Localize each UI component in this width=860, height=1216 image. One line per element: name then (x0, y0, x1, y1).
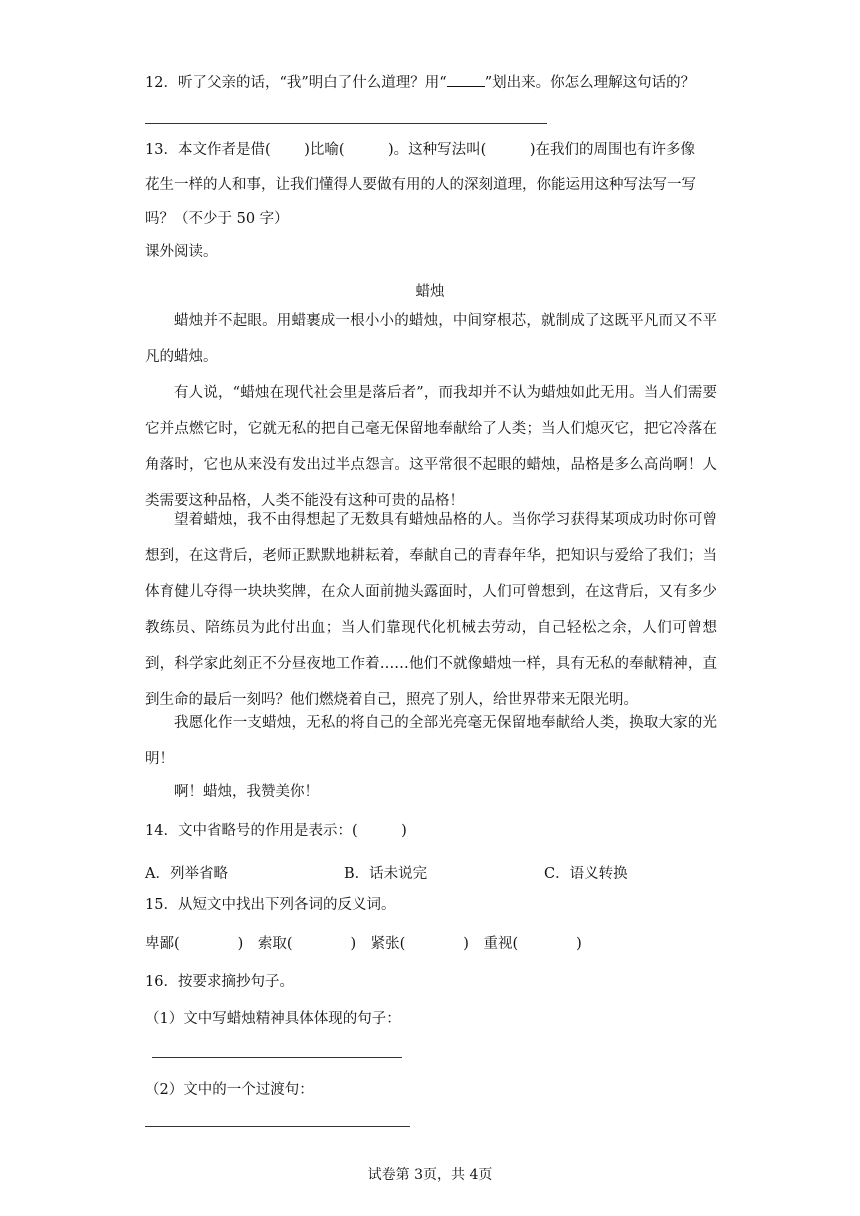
q14-option-b[interactable]: B．话未说完 (344, 866, 428, 882)
q16-sub1-answer-line[interactable] (152, 1057, 402, 1058)
question-16-sub1: （1）文中写蜡烛精神具体体现的句子： (145, 1011, 401, 1027)
article-paragraph-5: 啊！蜡烛，我赞美你！ (174, 784, 319, 800)
question-13-line2: 花生一样的人和事，让我们懂得人要做有用的人的深刻道理，你能运用这种写法写一写 (145, 177, 696, 193)
article-title: 蜡烛 (415, 284, 445, 300)
q12-underline-blank (447, 86, 485, 87)
article-paragraph-4: 我愿化作一支蜡烛，无私的将自己的全部光亮毫无保留地奉献给人类，换取大家的光明！ (145, 715, 717, 767)
question-12 (145, 76, 695, 91)
question-16-stem: 16．按要求摘抄句子。 (145, 974, 294, 990)
question-16-sub2: （2）文中的一个过渡句： (145, 1082, 314, 1098)
q16-sub2-answer-line[interactable] (145, 1126, 410, 1127)
article-paragraph-3: 望着蜡烛，我不由得想起了无数具有蜡烛品格的人。当你学习获得某项成功时你可曾想到，在这背后，老师正默默地耕耘着，奉献自己的青春年华，把知识与爱给了我们；当体育健儿夺得一块块奖牌，在众人面前抛头露面时，人们可曾想到，在这背后，又有多少教练员、陪练员为此付出血；当人们靠现代化机械去劳动，自己轻松之余，人们可曾想到，科学家此刻正不分昼夜地工作着……他们不就像蜡烛一样，具有无私的奉献精神，直到生命的最后一刻吗？他们燃烧着自己，照亮了别人，给世界带来无限光明。 (145, 512, 717, 708)
question-13-line3: 吗？（不少于 50 字） (145, 211, 289, 227)
q12-text-after: ”划出来。你怎么理解这句话的？ (484, 75, 696, 91)
page-footer: 试卷第 3页，共 4页 (367, 1167, 493, 1183)
question-15-words: 卑鄙( ) 索取( ) 紧张( ) 重视( ) (145, 936, 582, 952)
question-14-stem: 14．文中省略号的作用是表示：( ) (145, 823, 407, 839)
q14-option-a[interactable]: A．列举省略 (145, 866, 228, 882)
question-13-line1: 13．本文作者是借( )比喻( )。这种写法叫( )在我们的周围也有许多像 (145, 142, 695, 158)
q12-answer-line[interactable] (145, 123, 547, 124)
section-label: 课外阅读。 (145, 244, 218, 260)
article-paragraph-2: 有人说，“蜡烛在现代社会里是落后者”，而我却并不认为蜡烛如此无用。当人们需要它并点燃它时，它就无私的把自己毫无保留地奉献给了人类；当人们熄灭它，把它冷落在角落时，它也从来没有发出过半点怨言。这平常很不起眼的蜡烛，品格是多么高尚啊！人类需要这种品格，人类不能没有这种可贵的品格！ (145, 385, 717, 509)
question-15-stem: 15．从短文中找出下列各词的反义词。 (145, 897, 396, 913)
q14-option-c[interactable]: C．语义转换 (544, 866, 628, 882)
article-paragraph-1: 蜡烛并不起眼。用蜡裹成一根小小的蜡烛，中间穿根芯，就制成了这既平凡而又不平凡的蜡烛。 (145, 313, 717, 365)
q12-text-before: 12．听了父亲的话，“我”明白了什么道理？用“ (145, 75, 447, 91)
